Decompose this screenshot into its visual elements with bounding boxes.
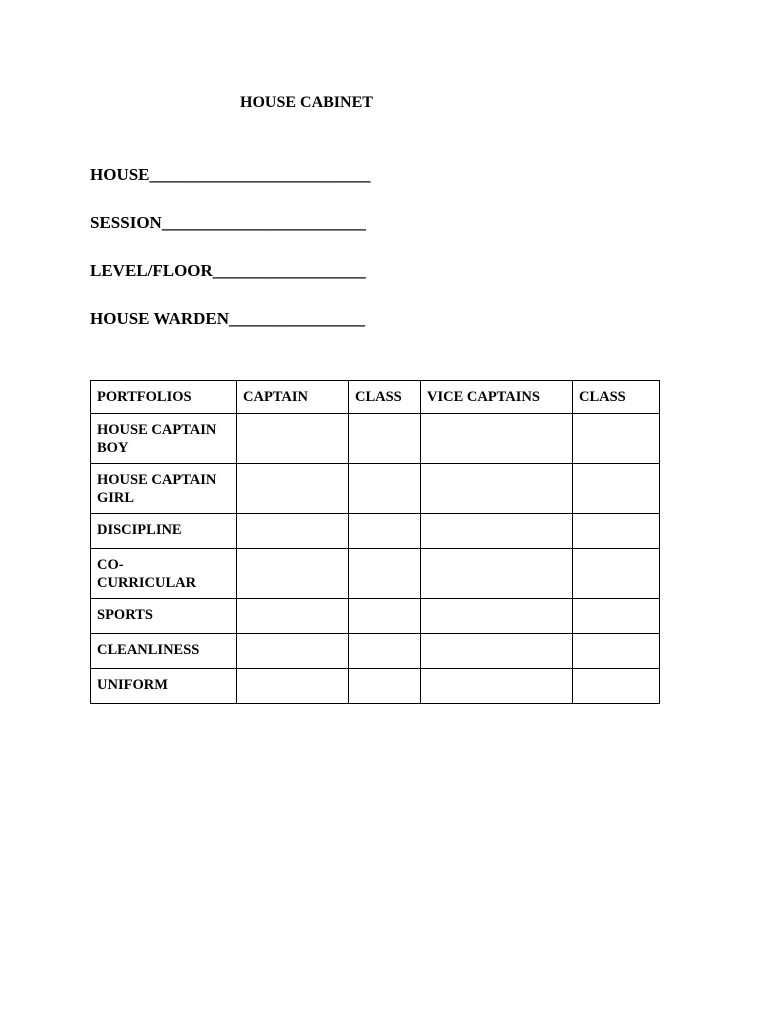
vice-class-cell[interactable] — [573, 669, 660, 704]
table-row — [91, 669, 660, 704]
portfolio-cell — [91, 599, 237, 634]
vice-captains-cell[interactable] — [421, 599, 573, 634]
vice-captains-cell[interactable] — [421, 634, 573, 669]
vice-captains-cell[interactable] — [421, 669, 573, 704]
house-warden-field[interactable]: HOUSE WARDEN________________ — [90, 309, 366, 328]
portfolio-cell — [91, 549, 237, 599]
table-row — [91, 599, 660, 634]
class-cell[interactable] — [349, 669, 421, 704]
table-header-row — [91, 381, 660, 414]
document-title: HOUSE CABINET — [240, 94, 373, 111]
portfolio-line1: SPORTS — [97, 607, 153, 623]
vice-captains-cell[interactable] — [421, 514, 573, 549]
cabinet-table — [90, 380, 660, 704]
table-row — [91, 464, 660, 514]
class-cell[interactable] — [349, 414, 421, 464]
class-cell[interactable] — [349, 634, 421, 669]
captain-cell[interactable] — [237, 599, 349, 634]
portfolio-line1: HOUSE CAPTAIN — [97, 422, 217, 438]
vice-class-cell[interactable] — [573, 464, 660, 514]
portfolio-cell — [91, 414, 237, 464]
vice-class-cell[interactable] — [573, 599, 660, 634]
house-field[interactable]: HOUSE__________________________ — [90, 165, 371, 184]
vice-captains-cell[interactable] — [421, 464, 573, 514]
portfolio-line1: DISCIPLINE — [97, 522, 182, 538]
captain-cell[interactable] — [237, 514, 349, 549]
vice-captains-cell[interactable] — [421, 414, 573, 464]
portfolio-cell — [91, 634, 237, 669]
portfolio-line2: CURRICULAR — [97, 575, 197, 591]
vice-class-cell[interactable] — [573, 549, 660, 599]
class-cell[interactable] — [349, 599, 421, 634]
table-row — [91, 514, 660, 549]
table-row — [91, 414, 660, 464]
portfolio-line1: UNIFORM — [97, 677, 168, 693]
class-cell[interactable] — [349, 464, 421, 514]
portfolio-cell — [91, 669, 237, 704]
portfolio-line1: HOUSE CAPTAIN — [97, 472, 217, 488]
portfolio-line2: GIRL — [97, 490, 135, 506]
table-row — [91, 549, 660, 599]
column-header-class: CLASS — [349, 381, 421, 414]
captain-cell[interactable] — [237, 414, 349, 464]
captain-cell[interactable] — [237, 464, 349, 514]
column-header-vice-class: CLASS — [573, 381, 660, 414]
vice-class-cell[interactable] — [573, 634, 660, 669]
class-cell[interactable] — [349, 514, 421, 549]
captain-cell[interactable] — [237, 634, 349, 669]
column-header-portfolios: PORTFOLIOS — [91, 381, 237, 414]
session-field[interactable]: SESSION________________________ — [90, 213, 366, 232]
vice-captains-cell[interactable] — [421, 549, 573, 599]
vice-class-cell[interactable] — [573, 514, 660, 549]
portfolio-cell — [91, 464, 237, 514]
vice-class-cell[interactable] — [573, 414, 660, 464]
captain-cell[interactable] — [237, 669, 349, 704]
class-cell[interactable] — [349, 549, 421, 599]
column-header-captain: CAPTAIN — [237, 381, 349, 414]
portfolio-cell — [91, 514, 237, 549]
portfolio-line2: BOY — [97, 440, 129, 456]
captain-cell[interactable] — [237, 549, 349, 599]
column-header-vice-captains: VICE CAPTAINS — [421, 381, 573, 414]
table-row — [91, 634, 660, 669]
portfolio-line1: CLEANLINESS — [97, 642, 200, 658]
portfolio-line1: CO- — [97, 557, 124, 573]
level-floor-field[interactable]: LEVEL/FLOOR__________________ — [90, 261, 366, 280]
